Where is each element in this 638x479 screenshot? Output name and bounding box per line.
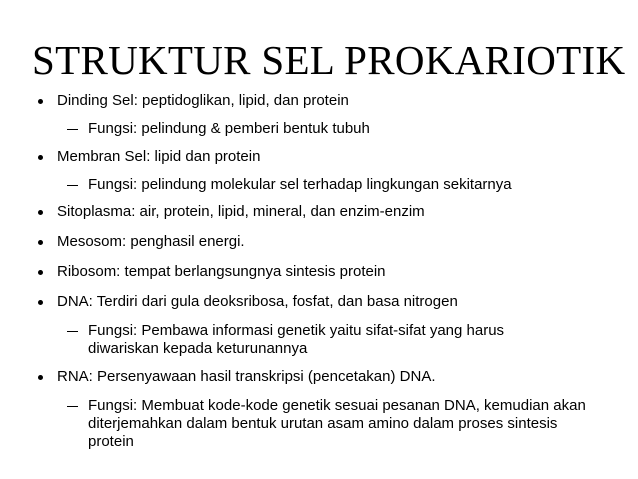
list-item: Dinding Sel: peptidoglikan, lipid, dan protein [57,92,349,109]
list-item: Ribosom: tempat berlangsungnya sintesis protein [57,263,386,280]
bullet-icon [38,270,43,275]
list-item: Fungsi: Pembawa informasi genetik yaitu sifat-sifat yang harus diwariskan kepada keturunannya [88,322,505,357]
dash-icon [67,331,78,332]
list-item: DNA: Terdiri dari gula deoksribosa, fosfat, dan basa nitrogen [57,293,458,310]
bullet-icon [38,375,43,380]
dash-icon [67,129,78,130]
list-item: Fungsi: pelindung molekular sel terhadap lingkungan sekitarnya [88,176,512,193]
list-item: RNA: Persenyawaan hasil transkripsi (pencetakan) DNA. [57,368,436,385]
bullet-icon [38,240,43,245]
dash-icon [67,406,78,407]
bullet-icon [38,155,43,160]
list-item: Fungsi: Membuat kode-kode genetik sesuai pesanan DNA, kemudian akan diterjemahkan dalam bentuk urutan asam amino dalam proses sintesis protein [88,397,586,450]
list-item: Sitoplasma: air, protein, lipid, mineral, dan enzim-enzim [57,203,425,220]
list-item: Mesosom: penghasil energi. [57,233,245,250]
slide-title: STRUKTUR SEL PROKARIOTIK [32,37,626,83]
dash-icon [67,185,78,186]
bullet-icon [38,99,43,104]
list-item: Fungsi: pelindung & pemberi bentuk tubuh [88,120,370,137]
list-item: Membran Sel: lipid dan protein [57,148,261,165]
bullet-icon [38,300,43,305]
bullet-icon [38,210,43,215]
